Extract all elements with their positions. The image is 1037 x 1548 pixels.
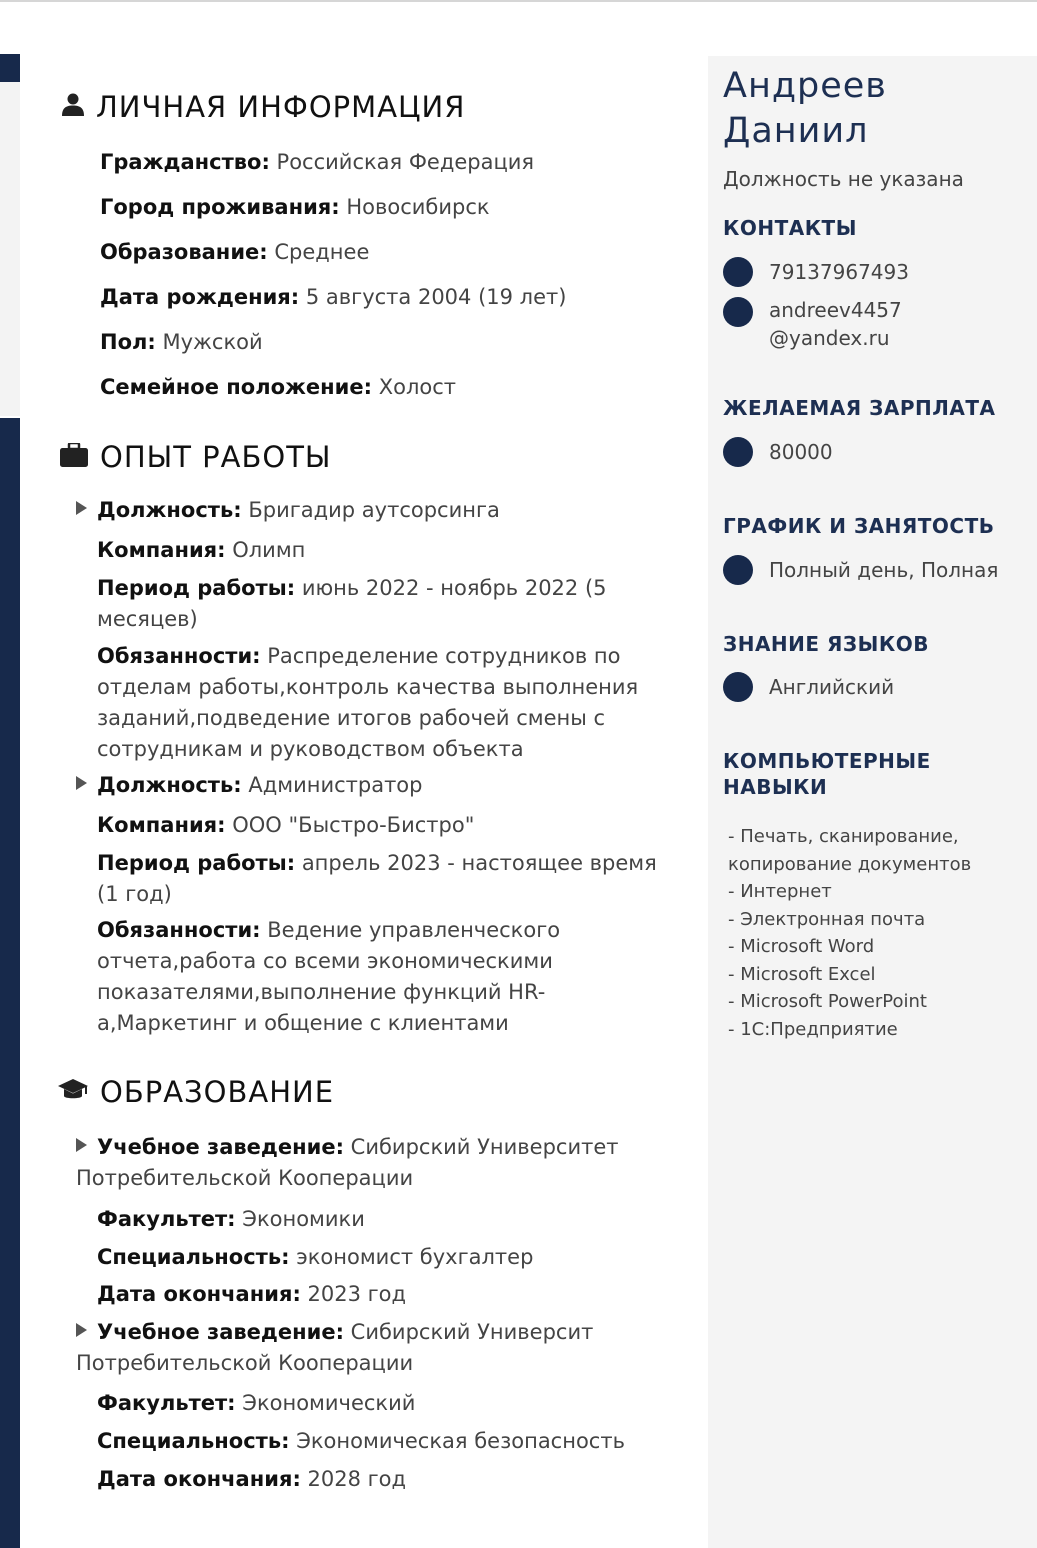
job-2-company: Компания: ООО "Быстро-Бистро" <box>97 813 475 837</box>
money-icon <box>723 437 753 467</box>
info-row-gender: Пол: Мужской <box>100 330 263 354</box>
schedule-value: Полный день, Полная <box>769 558 999 582</box>
email-address[interactable]: andreev4457 @yandex.ru <box>769 298 902 350</box>
info-row-citizenship: Гражданство: Российская Федерация <box>100 150 535 174</box>
language-value: Английский <box>769 675 895 699</box>
info-row-birthdate: Дата рождения: 5 августа 2004 (19 лет) <box>100 285 567 309</box>
schedule-title: ГРАФИК И ЗАНЯТОСТЬ <box>723 514 995 538</box>
job-1-company: Компания: Олимп <box>97 538 306 562</box>
left-edge-panel <box>0 82 20 416</box>
phone-icon <box>723 257 753 287</box>
section-title: ЛИЧНАЯ ИНФОРМАЦИЯ <box>96 90 466 124</box>
edu-2-specialty: Специальность: Экономическая безопасность <box>97 1429 625 1453</box>
edu-1-school: Учебное заведение: Сибирский Университет Потребительской Кооперации <box>76 1135 619 1190</box>
info-row-marital: Семейное положение: Холост <box>100 375 456 399</box>
phone-number[interactable]: 79137967493 <box>769 260 909 284</box>
list-item: - Интернет <box>728 881 832 902</box>
bullet-triangle-icon <box>76 501 87 515</box>
computer-skills-list <box>728 823 971 1043</box>
briefcase-icon <box>60 443 88 471</box>
bullet-triangle-icon <box>76 776 87 790</box>
edu-1-specialty: Специальность: экономист бухгалтер <box>97 1245 534 1269</box>
candidate-name <box>723 64 887 154</box>
list-item: - 1С:Предприятие <box>728 1018 898 1040</box>
edu-1-faculty: Факультет: Экономики <box>97 1207 365 1231</box>
job-1-period: Период работы: июнь 2022 - ноябрь 2022 (5 месяцев) <box>97 576 607 631</box>
top-divider <box>0 0 1037 2</box>
left-edge-accent-bottom <box>0 418 20 1548</box>
job-1-duties: Обязанности: Распределение сотрудников по отделам работы,контроль качества выполнения заданий,подведение итогов рабочей смены с сотрудникам и руководством объекта <box>97 644 639 761</box>
job-2-duties: Обязанности: Ведение управленческого отчета,работа со всеми экономическими показателями,выполнение функций HR-а,Маркетинг и общение с клиентами <box>97 918 561 1035</box>
desired-position: Должность не указана <box>723 167 964 191</box>
schedule-icon <box>723 555 753 585</box>
section-title: ОБРАЗОВАНИЕ <box>100 1075 335 1109</box>
section-title: ОПЫТ РАБОТЫ <box>100 440 332 474</box>
job-1-position: Должность: Бригадир аутсорсинга <box>76 495 500 526</box>
info-row-city: Город проживания: Новосибирск <box>100 195 490 219</box>
salary-title: ЖЕЛАЕМАЯ ЗАРПЛАТА <box>723 396 996 420</box>
experience-section-header <box>60 440 332 474</box>
first-name: Даниил <box>723 111 869 151</box>
job-2-position: Должность: Администратор <box>76 770 423 801</box>
education-section-header <box>58 1075 334 1109</box>
list-item: - Microsoft Word <box>728 936 875 957</box>
email-icon <box>723 297 753 327</box>
edu-2-school: Учебное заведение: Сибирский Университ Потребительской Кооперации <box>76 1320 594 1375</box>
list-item: - Печать, сканирование, <box>728 826 959 847</box>
graduation-cap-icon <box>58 1078 88 1106</box>
user-icon <box>62 93 84 121</box>
edu-1-end-date: Дата окончания: 2023 год <box>97 1282 407 1306</box>
job-2-period: Период работы: апрель 2023 - настоящее время (1 год) <box>97 851 657 906</box>
bullet-triangle-icon <box>76 1138 87 1152</box>
list-item: - Microsoft Excel <box>728 963 876 985</box>
personal-section-header <box>62 90 465 124</box>
surname: Андреев <box>723 66 887 106</box>
languages-title: ЗНАНИЕ ЯЗЫКОВ <box>723 632 929 656</box>
edu-2-faculty: Факультет: Экономический <box>97 1391 416 1415</box>
list-item: копирование документов <box>728 853 972 875</box>
left-edge-accent-top <box>0 54 20 82</box>
contacts-title: КОНТАКТЫ <box>723 216 857 240</box>
edu-2-end-date: Дата окончания: 2028 год <box>97 1467 407 1491</box>
info-row-education: Образование: Среднее <box>100 240 370 264</box>
list-item: - Электронная почта <box>728 908 926 930</box>
computer-skills-title: КОМПЬЮТЕРНЫЕ НАВЫКИ <box>723 749 931 799</box>
salary-value: 80000 <box>769 440 833 464</box>
language-icon <box>723 672 753 702</box>
bullet-triangle-icon <box>76 1323 87 1337</box>
list-item: - Microsoft PowerPoint <box>728 991 927 1012</box>
